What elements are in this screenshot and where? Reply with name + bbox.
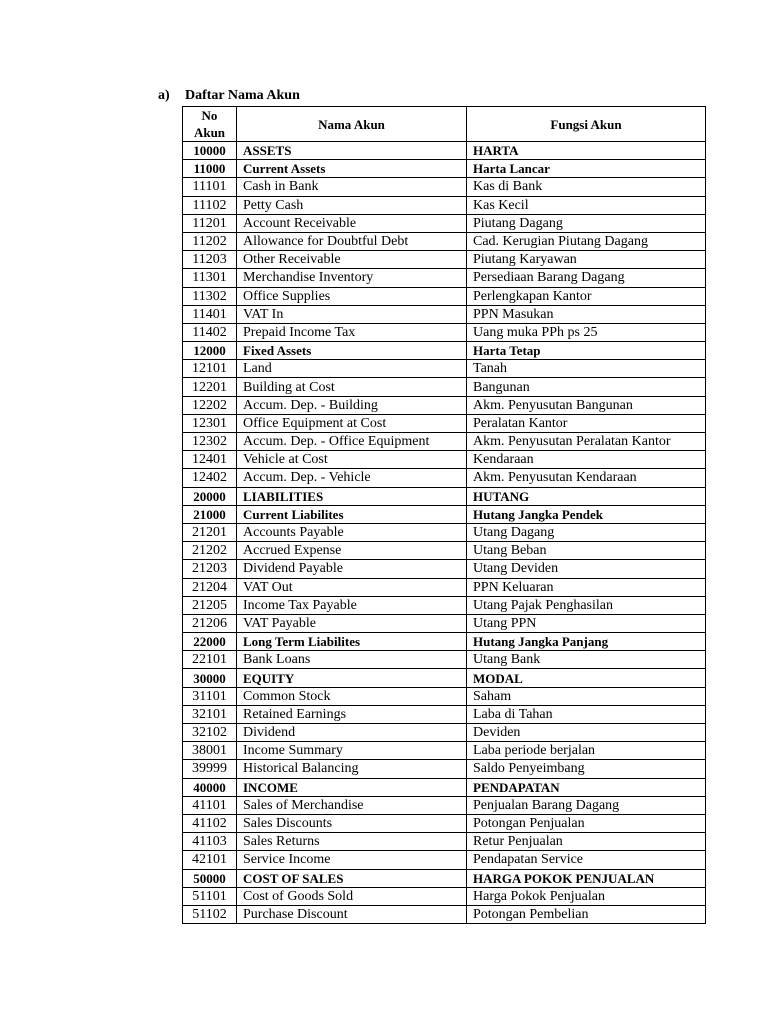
- account-name-cell: Accum. Dep. - Vehicle: [237, 469, 467, 487]
- account-function-cell: Harta Tetap: [467, 342, 706, 360]
- account-number-cell: 51101: [183, 887, 237, 905]
- table-row: [183, 251, 706, 269]
- section-title: Daftar Nama Akun: [185, 88, 300, 103]
- table-row: [183, 323, 706, 341]
- account-number-cell: 20000: [183, 487, 237, 505]
- account-function-cell: Peralatan Kantor: [467, 414, 706, 432]
- table-row: [183, 196, 706, 214]
- header-no-akun: No Akun: [183, 107, 237, 142]
- account-function-cell: Tanah: [467, 360, 706, 378]
- account-number-cell: 40000: [183, 778, 237, 796]
- account-number-cell: 42101: [183, 851, 237, 869]
- account-function-cell: Hutang Jangka Panjang: [467, 633, 706, 651]
- table-row: [183, 596, 706, 614]
- account-number-cell: 11302: [183, 287, 237, 305]
- account-name-cell: Common Stock: [237, 687, 467, 705]
- account-name-cell: Historical Balancing: [237, 760, 467, 778]
- section-heading: [158, 87, 300, 105]
- account-number-cell: 11202: [183, 232, 237, 250]
- table-row: [183, 851, 706, 869]
- table-row: [183, 378, 706, 396]
- table-row: [183, 887, 706, 905]
- table-row: [183, 742, 706, 760]
- account-number-cell: 21201: [183, 523, 237, 541]
- table-row: [183, 560, 706, 578]
- account-number-cell: 12302: [183, 433, 237, 451]
- header-nama-akun: Nama Akun: [237, 107, 467, 142]
- account-name-cell: Service Income: [237, 851, 467, 869]
- account-function-cell: Cad. Kerugian Piutang Dagang: [467, 232, 706, 250]
- account-function-cell: Hutang Jangka Pendek: [467, 505, 706, 523]
- account-name-cell: Accum. Dep. - Office Equipment: [237, 433, 467, 451]
- account-name-cell: VAT Out: [237, 578, 467, 596]
- table-row: [183, 469, 706, 487]
- account-number-cell: 11101: [183, 178, 237, 196]
- account-number-cell: 21205: [183, 596, 237, 614]
- table-row: [183, 651, 706, 669]
- table-row: [183, 669, 706, 687]
- account-number-cell: 21202: [183, 542, 237, 560]
- account-name-cell: Cost of Goods Sold: [237, 887, 467, 905]
- account-number-cell: 12301: [183, 414, 237, 432]
- table-row: [183, 305, 706, 323]
- account-function-cell: Retur Penjualan: [467, 833, 706, 851]
- account-number-cell: 38001: [183, 742, 237, 760]
- account-function-cell: Kas Kecil: [467, 196, 706, 214]
- table-row: [183, 578, 706, 596]
- table-row: [183, 687, 706, 705]
- table-row: [183, 542, 706, 560]
- account-name-cell: Bank Loans: [237, 651, 467, 669]
- account-number-cell: 22000: [183, 633, 237, 651]
- header-fungsi-akun: Fungsi Akun: [467, 107, 706, 142]
- account-number-cell: 12402: [183, 469, 237, 487]
- table-row: [183, 487, 706, 505]
- table-row: [183, 360, 706, 378]
- account-function-cell: Kendaraan: [467, 451, 706, 469]
- account-number-cell: 50000: [183, 869, 237, 887]
- account-number-cell: 22101: [183, 651, 237, 669]
- account-function-cell: Harga Pokok Penjualan: [467, 887, 706, 905]
- account-function-cell: Potongan Pembelian: [467, 905, 706, 923]
- account-number-cell: 21206: [183, 614, 237, 632]
- header-row: [183, 107, 706, 142]
- account-number-cell: 51102: [183, 905, 237, 923]
- account-number-cell: 11301: [183, 269, 237, 287]
- table-row: [183, 396, 706, 414]
- account-function-cell: Saldo Penyeimbang: [467, 760, 706, 778]
- account-name-cell: Accrued Expense: [237, 542, 467, 560]
- account-number-cell: 12401: [183, 451, 237, 469]
- account-function-cell: Penjualan Barang Dagang: [467, 796, 706, 814]
- account-name-cell: Vehicle at Cost: [237, 451, 467, 469]
- account-number-cell: 11102: [183, 196, 237, 214]
- table-row: [183, 451, 706, 469]
- account-name-cell: Dividend: [237, 724, 467, 742]
- account-number-cell: 11201: [183, 214, 237, 232]
- account-name-cell: VAT In: [237, 305, 467, 323]
- account-function-cell: Akm. Penyusutan Kendaraan: [467, 469, 706, 487]
- account-number-cell: 41103: [183, 833, 237, 851]
- table-row: [183, 760, 706, 778]
- account-name-cell: Accum. Dep. - Building: [237, 396, 467, 414]
- account-number-cell: 11000: [183, 160, 237, 178]
- account-number-cell: 41102: [183, 814, 237, 832]
- account-name-cell: COST OF SALES: [237, 869, 467, 887]
- table-row: [183, 287, 706, 305]
- table-row: [183, 778, 706, 796]
- account-function-cell: Utang Dagang: [467, 523, 706, 541]
- table-row: [183, 414, 706, 432]
- account-name-cell: Building at Cost: [237, 378, 467, 396]
- account-number-cell: 12202: [183, 396, 237, 414]
- account-function-cell: HARGA POKOK PENJUALAN: [467, 869, 706, 887]
- account-function-cell: Laba periode berjalan: [467, 742, 706, 760]
- table-row: [183, 705, 706, 723]
- account-name-cell: Accounts Payable: [237, 523, 467, 541]
- account-function-cell: Utang Pajak Penghasilan: [467, 596, 706, 614]
- account-number-cell: 12101: [183, 360, 237, 378]
- table-row: [183, 433, 706, 451]
- account-name-cell: Allowance for Doubtful Debt: [237, 232, 467, 250]
- account-number-cell: 32102: [183, 724, 237, 742]
- account-name-cell: ASSETS: [237, 142, 467, 160]
- account-function-cell: Utang Beban: [467, 542, 706, 560]
- account-function-cell: Harta Lancar: [467, 160, 706, 178]
- account-function-cell: MODAL: [467, 669, 706, 687]
- account-function-cell: Utang PPN: [467, 614, 706, 632]
- account-name-cell: Land: [237, 360, 467, 378]
- account-function-cell: Laba di Tahan: [467, 705, 706, 723]
- table-row: [183, 178, 706, 196]
- account-number-cell: 32101: [183, 705, 237, 723]
- account-function-cell: Persediaan Barang Dagang: [467, 269, 706, 287]
- account-function-cell: PPN Keluaran: [467, 578, 706, 596]
- table-row: [183, 269, 706, 287]
- account-name-cell: LIABILITIES: [237, 487, 467, 505]
- table-row: [183, 833, 706, 851]
- chart-of-accounts-table: [182, 106, 706, 924]
- table-row: [183, 142, 706, 160]
- account-name-cell: Prepaid Income Tax: [237, 323, 467, 341]
- account-name-cell: Fixed Assets: [237, 342, 467, 360]
- table-row: [183, 614, 706, 632]
- account-function-cell: Piutang Dagang: [467, 214, 706, 232]
- account-number-cell: 21000: [183, 505, 237, 523]
- account-name-cell: Current Liabilites: [237, 505, 467, 523]
- account-number-cell: 11402: [183, 323, 237, 341]
- list-marker: a): [158, 88, 170, 103]
- account-number-cell: 11203: [183, 251, 237, 269]
- table-row: [183, 633, 706, 651]
- account-function-cell: Piutang Karyawan: [467, 251, 706, 269]
- account-number-cell: 41101: [183, 796, 237, 814]
- table-row: [183, 814, 706, 832]
- table-body: [183, 142, 706, 924]
- account-number-cell: 12000: [183, 342, 237, 360]
- account-name-cell: Sales Discounts: [237, 814, 467, 832]
- table-row: [183, 796, 706, 814]
- account-name-cell: Merchandise Inventory: [237, 269, 467, 287]
- account-number-cell: 31101: [183, 687, 237, 705]
- table-row: [183, 505, 706, 523]
- account-name-cell: VAT Payable: [237, 614, 467, 632]
- table-row: [183, 724, 706, 742]
- account-name-cell: Office Equipment at Cost: [237, 414, 467, 432]
- account-function-cell: Utang Deviden: [467, 560, 706, 578]
- account-number-cell: 21203: [183, 560, 237, 578]
- account-name-cell: Purchase Discount: [237, 905, 467, 923]
- account-name-cell: INCOME: [237, 778, 467, 796]
- account-name-cell: EQUITY: [237, 669, 467, 687]
- table-row: [183, 160, 706, 178]
- account-number-cell: 11401: [183, 305, 237, 323]
- account-number-cell: 10000: [183, 142, 237, 160]
- account-function-cell: Perlengkapan Kantor: [467, 287, 706, 305]
- account-function-cell: Saham: [467, 687, 706, 705]
- account-function-cell: Bangunan: [467, 378, 706, 396]
- table-row: [183, 905, 706, 923]
- account-function-cell: Uang muka PPh ps 25: [467, 323, 706, 341]
- table-row: [183, 232, 706, 250]
- account-name-cell: Sales of Merchandise: [237, 796, 467, 814]
- table-row: [183, 869, 706, 887]
- account-name-cell: Sales Returns: [237, 833, 467, 851]
- account-function-cell: HUTANG: [467, 487, 706, 505]
- account-name-cell: Long Term Liabilites: [237, 633, 467, 651]
- account-name-cell: Retained Earnings: [237, 705, 467, 723]
- account-function-cell: Potongan Penjualan: [467, 814, 706, 832]
- account-name-cell: Account Receivable: [237, 214, 467, 232]
- account-name-cell: Income Tax Payable: [237, 596, 467, 614]
- account-function-cell: Akm. Penyusutan Bangunan: [467, 396, 706, 414]
- account-name-cell: Income Summary: [237, 742, 467, 760]
- account-function-cell: PENDAPATAN: [467, 778, 706, 796]
- account-function-cell: Kas di Bank: [467, 178, 706, 196]
- account-function-cell: PPN Masukan: [467, 305, 706, 323]
- account-number-cell: 21204: [183, 578, 237, 596]
- account-name-cell: Cash in Bank: [237, 178, 467, 196]
- account-function-cell: Pendapatan Service: [467, 851, 706, 869]
- account-number-cell: 39999: [183, 760, 237, 778]
- account-function-cell: Deviden: [467, 724, 706, 742]
- account-number-cell: 30000: [183, 669, 237, 687]
- account-name-cell: Other Receivable: [237, 251, 467, 269]
- table-row: [183, 342, 706, 360]
- table-row: [183, 214, 706, 232]
- account-name-cell: Dividend Payable: [237, 560, 467, 578]
- table-row: [183, 523, 706, 541]
- account-name-cell: Office Supplies: [237, 287, 467, 305]
- account-function-cell: HARTA: [467, 142, 706, 160]
- account-name-cell: Current Assets: [237, 160, 467, 178]
- account-function-cell: Akm. Penyusutan Peralatan Kantor: [467, 433, 706, 451]
- account-function-cell: Utang Bank: [467, 651, 706, 669]
- account-name-cell: Petty Cash: [237, 196, 467, 214]
- table-header: [183, 107, 706, 142]
- account-number-cell: 12201: [183, 378, 237, 396]
